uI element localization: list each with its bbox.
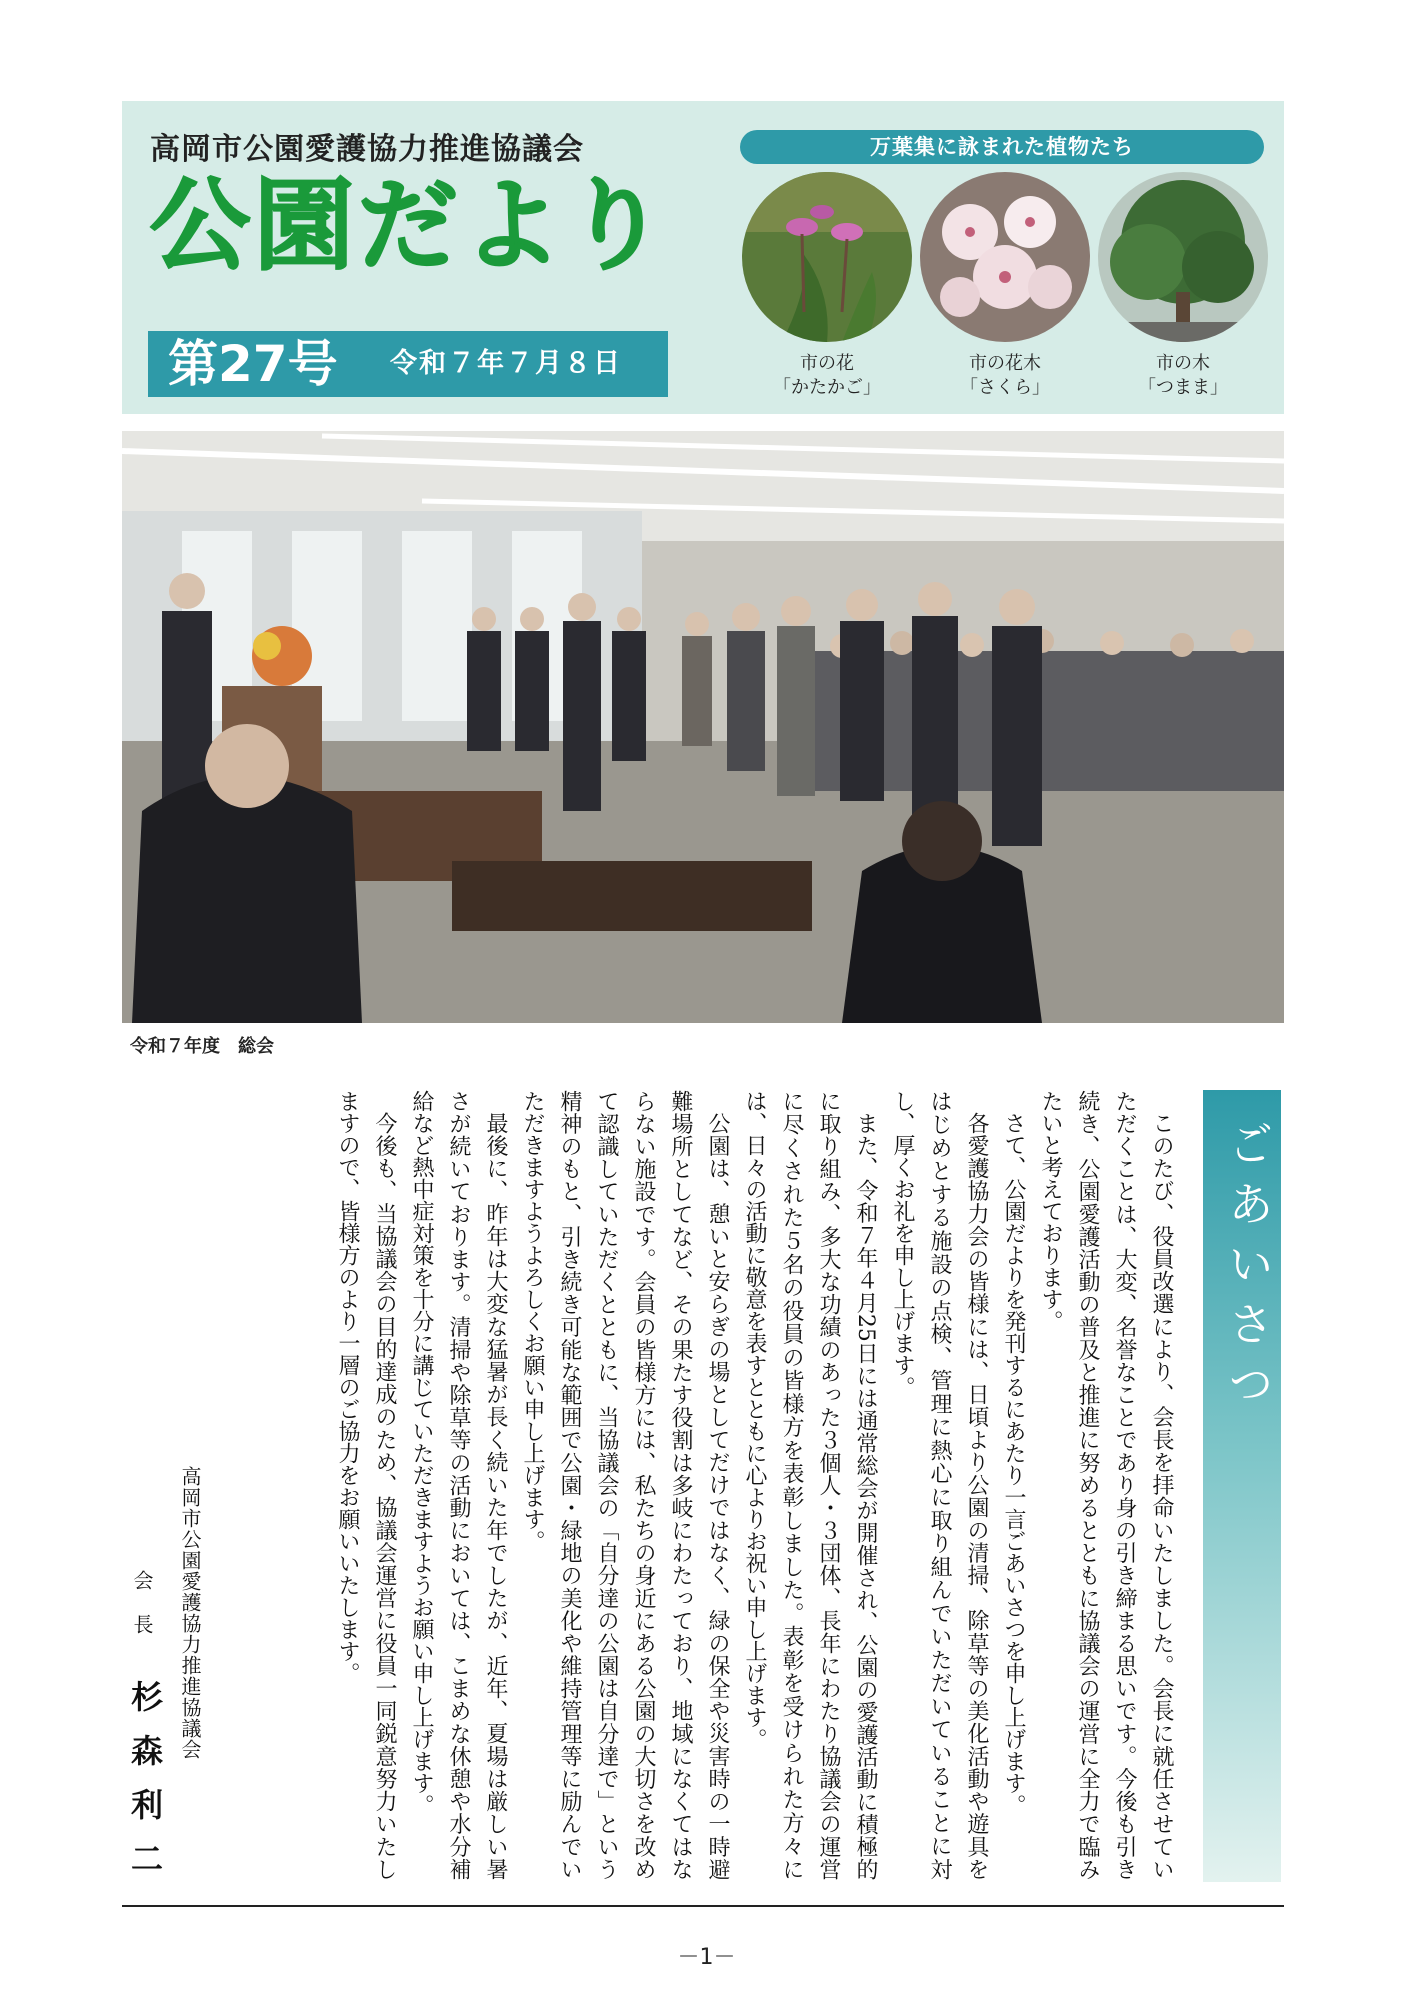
- greeting-paragraph: さて、公園だよりを発刊するにあたり一言ごあいさつを申し上げます。: [1001, 1112, 1026, 1816]
- page-number: －1－: [677, 1945, 736, 1970]
- signature-organization: 高岡市公園愛護協力推進協議会: [178, 1466, 202, 1760]
- issue-date: 令和７年７月８日: [390, 348, 622, 379]
- footer-divider: [122, 1905, 1284, 1907]
- greeting-paragraph: また、令和７年４月25日には通常総会が開催され、公園の愛護活動に積極的に取り組み、多大な功績のあった３個人・３団体、長年にわたり協議会の運営に尽くされた５名の役員の皆様方を表彰しました。表彰を受けられた方々には、日々の活動に敬意を表すとともに心よりお祝い申し上げます。: [742, 1090, 878, 1880]
- sakura-blossom-photo: [920, 172, 1090, 342]
- katakago-flower-photo: [742, 172, 912, 342]
- greeting-paragraph: 最後に、昨年は大変な猛暑が長く続いた年でしたが、近年、夏場は厳しい暑さが続いております。清掃や除草等の活動においては、こまめな休憩や水分補給など熱中症対策を十分に講じていただきますようお願い申し上げます。: [409, 1090, 508, 1881]
- tsumama-tree-photo: [1098, 172, 1268, 342]
- photo-caption: 令和７年度 総会: [130, 1036, 274, 1057]
- signature-role: 会 長: [130, 1570, 154, 1636]
- greeting-paragraph: このたび、役員改選により、会長を拝命いたしました。会長に就任させていただくことは、大変、名誉なことであり身の引き締まる思いです。今後も引き続き、公園愛護活動の普及と推進に努めるとともに協議会の運営に全力で臨みたいと考えております。: [1038, 1090, 1174, 1880]
- issue-number: 第27号: [168, 335, 338, 393]
- newsletter-title: 公園だより: [150, 167, 670, 284]
- plant-caption-sakura: 市の花木 「さくら」: [960, 353, 1050, 398]
- plant-caption-katakago: 市の花 「かたかご」: [773, 353, 881, 398]
- organization-name: 高岡市公園愛護協力推進協議会: [150, 132, 584, 167]
- greeting-paragraph: 各愛護協力会の皆様には、日頃より公園の清掃、除草等の美化活動や遊具をはじめとする施設の点検、管理に熱心に取り組んでいただいていることに対し、厚くお礼を申し上げます。: [890, 1090, 989, 1881]
- plants-heading: 万葉集に詠まれた植物たち: [740, 130, 1264, 164]
- general-meeting-photo: [122, 431, 1284, 1023]
- plant-caption-tsumama: 市の木 「つまま」: [1138, 353, 1228, 398]
- signature-name: 杉森利二: [126, 1680, 164, 1896]
- greeting-paragraph: 今後も、当協議会の目的達成のため、協議会運営に役員一同鋭意努力いたしますので、皆様方のより一層のご協力をお願いいたします。: [335, 1090, 397, 1880]
- greeting-paragraph: 公園は、憩いと安らぎの場としてだけではなく、緑の保全や災害時の一時避難場所としてなど、その果たす役割は多岐にわたっており、地域になくてはならない施設です。会員の皆様方には、私たちの身近にある公園の大切さを改めて認識していただくとともに、当協議会の「自分達の公園は自分達で」という精神のもと、引き続き可能な範囲で公園・緑地の美化や維持管理等に励んでいただきますようよろしくお願い申し上げます。: [520, 1090, 730, 1881]
- greeting-heading: ごあいさつ: [1221, 1120, 1275, 1420]
- greeting-body: [280, 1090, 1180, 1880]
